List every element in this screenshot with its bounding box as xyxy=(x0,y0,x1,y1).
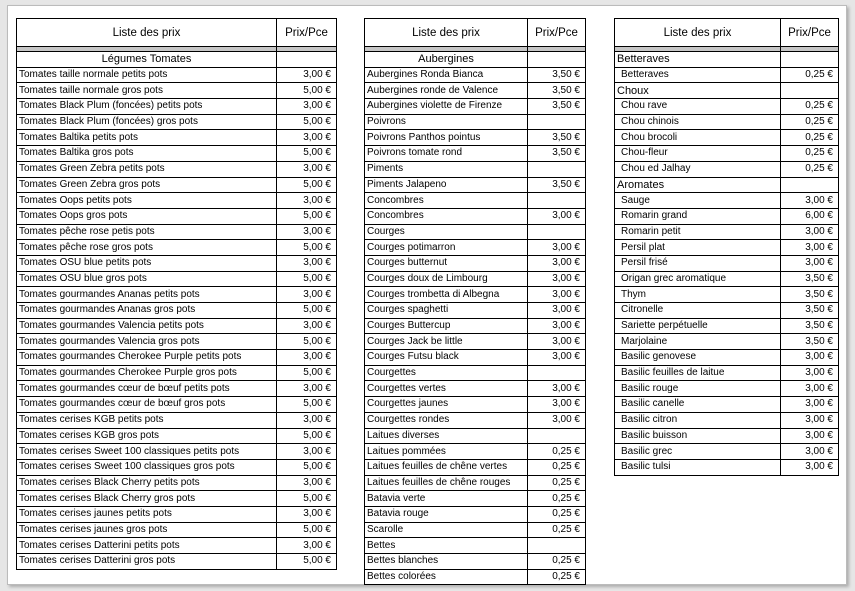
item-name: Persil plat xyxy=(615,240,781,256)
table-row xyxy=(17,99,337,115)
item-name: Poivrons tomate rond xyxy=(365,146,528,162)
table-row xyxy=(615,350,839,366)
section-title: Légumes Tomates xyxy=(17,52,277,68)
item-price: 3,00 € xyxy=(528,208,586,224)
category-row xyxy=(615,83,839,99)
table-row xyxy=(17,67,337,83)
table-row xyxy=(17,475,337,491)
item-price: 0,25 € xyxy=(781,161,839,177)
item-name: Basilic feuilles de laitue xyxy=(615,365,781,381)
item-price: 5,00 € xyxy=(277,240,337,256)
table-row xyxy=(17,303,337,319)
table-row xyxy=(615,130,839,146)
item-price: 5,00 € xyxy=(277,177,337,193)
item-price: 3,00 € xyxy=(528,350,586,366)
table-row xyxy=(17,240,337,256)
item-price: 3,00 € xyxy=(277,538,337,554)
item-name: Tomates Green Zebra gros pots xyxy=(17,177,277,193)
item-name: Laitues feuilles de chêne rouges xyxy=(365,475,528,491)
column-header-list: Liste des prix xyxy=(17,19,277,47)
table-row xyxy=(17,506,337,522)
table-row xyxy=(615,99,839,115)
item-name: Batavia verte xyxy=(365,491,528,507)
item-price: 3,00 € xyxy=(781,240,839,256)
table-row xyxy=(17,554,337,570)
item-name: Aubergines Ronda Bianca xyxy=(365,67,528,83)
table-row xyxy=(365,224,586,240)
item-name: Laitues diverses xyxy=(365,428,528,444)
item-name: Tomates cerises Black Cherry petits pots xyxy=(17,475,277,491)
table-row xyxy=(365,428,586,444)
item-name: Tomates cerises Sweet 100 classiques petits pots xyxy=(17,444,277,460)
item-name: Piments Jalapeno xyxy=(365,177,528,193)
item-price: 3,00 € xyxy=(528,412,586,428)
item-name: Tomates cerises jaunes petits pots xyxy=(17,506,277,522)
item-name: Origan grec aromatique xyxy=(615,271,781,287)
item-name: Romarin petit xyxy=(615,224,781,240)
item-price: 3,00 € xyxy=(277,224,337,240)
item-name: Tomates taille normale petits pots xyxy=(17,67,277,83)
item-name: Tomates cerises Sweet 100 classiques gros pots xyxy=(17,459,277,475)
item-price: 3,50 € xyxy=(528,130,586,146)
column-header-price: Prix/Pce xyxy=(528,19,586,47)
table-row xyxy=(615,67,839,83)
item-name: Tomates Baltika gros pots xyxy=(17,146,277,162)
item-price: 3,00 € xyxy=(277,130,337,146)
column-header-list: Liste des prix xyxy=(365,19,528,47)
table-row xyxy=(17,130,337,146)
table-row xyxy=(17,428,337,444)
item-name: Chou ed Jalhay xyxy=(615,161,781,177)
column-header-list: Liste des prix xyxy=(615,19,781,47)
item-price xyxy=(528,365,586,381)
item-name: Poivrons Panthos pointus xyxy=(365,130,528,146)
item-price: 3,00 € xyxy=(277,381,337,397)
header-row xyxy=(17,19,337,47)
table-row xyxy=(365,397,586,413)
item-price: 5,00 € xyxy=(277,397,337,413)
item-price xyxy=(528,193,586,209)
category-row xyxy=(615,177,839,193)
item-price: 3,50 € xyxy=(781,303,839,319)
item-price: 3,00 € xyxy=(528,318,586,334)
category-row xyxy=(615,52,839,68)
item-price: 0,25 € xyxy=(528,491,586,507)
table-row xyxy=(615,161,839,177)
item-price: 5,00 € xyxy=(277,271,337,287)
item-price: 3,00 € xyxy=(528,287,586,303)
item-name: Basilic citron xyxy=(615,412,781,428)
table-row xyxy=(17,271,337,287)
item-price: 5,00 € xyxy=(277,114,337,130)
item-name: Tomates gourmandes Valencia gros pots xyxy=(17,334,277,350)
table-row xyxy=(365,365,586,381)
category-name: Aromates xyxy=(615,177,781,193)
item-price: 0,25 € xyxy=(528,522,586,538)
item-price: 6,00 € xyxy=(781,208,839,224)
item-price: 5,00 € xyxy=(277,365,337,381)
table-tomates-body xyxy=(17,19,337,570)
item-price xyxy=(781,177,839,193)
column-header-price: Prix/Pce xyxy=(781,19,839,47)
item-name: Basilic grec xyxy=(615,444,781,460)
table-row xyxy=(615,271,839,287)
table-row xyxy=(365,491,586,507)
item-price: 3,50 € xyxy=(781,287,839,303)
table-row xyxy=(615,412,839,428)
item-name: Tomates gourmandes Cherokee Purple petits pots xyxy=(17,350,277,366)
table-row xyxy=(17,350,337,366)
item-name: Sariette perpétuelle xyxy=(615,318,781,334)
item-price: 3,00 € xyxy=(277,475,337,491)
table-row xyxy=(615,224,839,240)
table-row xyxy=(365,381,586,397)
item-name: Tomates Green Zebra petits pots xyxy=(17,161,277,177)
item-name: Piments xyxy=(365,161,528,177)
item-price: 0,25 € xyxy=(781,67,839,83)
item-name: Tomates cerises KGB petits pots xyxy=(17,412,277,428)
item-name: Aubergines ronde de Valence xyxy=(365,83,528,99)
table-row xyxy=(365,350,586,366)
table-row xyxy=(17,161,337,177)
item-name: Tomates pêche rose petis pots xyxy=(17,224,277,240)
item-price: 3,00 € xyxy=(781,444,839,460)
item-name: Courges butternut xyxy=(365,255,528,271)
table-row xyxy=(615,303,839,319)
item-name: Basilic canelle xyxy=(615,397,781,413)
table-row xyxy=(615,255,839,271)
item-price: 3,00 € xyxy=(277,287,337,303)
item-name: Poivrons xyxy=(365,114,528,130)
table-row xyxy=(615,318,839,334)
item-name: Romarin grand xyxy=(615,208,781,224)
item-price: 3,00 € xyxy=(528,381,586,397)
item-price: 3,00 € xyxy=(781,255,839,271)
item-price: 3,50 € xyxy=(781,318,839,334)
item-price: 3,00 € xyxy=(277,99,337,115)
item-name: Tomates gourmandes cœur de bœuf gros pots xyxy=(17,397,277,413)
table-row xyxy=(17,459,337,475)
item-name: Concombres xyxy=(365,208,528,224)
table-row xyxy=(365,554,586,570)
table-row xyxy=(365,287,586,303)
item-price: 5,00 € xyxy=(277,522,337,538)
table-row xyxy=(365,334,586,350)
item-name: Persil frisé xyxy=(615,255,781,271)
table-row xyxy=(365,522,586,538)
item-name: Aubergines violette de Firenze xyxy=(365,99,528,115)
item-price: 0,25 € xyxy=(528,444,586,460)
item-price: 3,00 € xyxy=(781,428,839,444)
item-price: 0,25 € xyxy=(528,475,586,491)
item-name: Tomates cerises Black Cherry gros pots xyxy=(17,491,277,507)
item-price: 3,00 € xyxy=(781,397,839,413)
table-betteraves-choux-aromates xyxy=(614,18,839,476)
table-row xyxy=(17,255,337,271)
table-row xyxy=(17,412,337,428)
table-row xyxy=(17,146,337,162)
table-row xyxy=(365,569,586,585)
table-row xyxy=(17,224,337,240)
table-row xyxy=(615,365,839,381)
item-price: 3,00 € xyxy=(781,381,839,397)
table-row xyxy=(365,114,586,130)
item-price: 0,25 € xyxy=(781,99,839,115)
item-price: 0,25 € xyxy=(781,146,839,162)
item-name: Courgettes rondes xyxy=(365,412,528,428)
item-price: 3,00 € xyxy=(277,255,337,271)
item-name: Tomates taille normale gros pots xyxy=(17,83,277,99)
item-price: 3,00 € xyxy=(781,224,839,240)
item-name: Courges spaghetti xyxy=(365,303,528,319)
item-price: 3,00 € xyxy=(277,67,337,83)
item-name: Courges potimarron xyxy=(365,240,528,256)
item-name: Courges Buttercup xyxy=(365,318,528,334)
table-row xyxy=(365,303,586,319)
table-row xyxy=(365,412,586,428)
item-price: 0,25 € xyxy=(528,459,586,475)
item-name: Tomates gourmandes Valencia petits pots xyxy=(17,318,277,334)
item-price: 3,00 € xyxy=(781,365,839,381)
table-row xyxy=(365,193,586,209)
item-price: 3,50 € xyxy=(528,177,586,193)
item-price: 3,00 € xyxy=(528,334,586,350)
item-price: 3,00 € xyxy=(781,459,839,475)
table-row xyxy=(365,161,586,177)
table-row xyxy=(365,459,586,475)
item-price: 5,00 € xyxy=(277,334,337,350)
item-price xyxy=(781,83,839,99)
table-tomates xyxy=(16,18,337,570)
item-price: 5,00 € xyxy=(277,554,337,570)
table-row xyxy=(365,255,586,271)
item-name: Concombres xyxy=(365,193,528,209)
table-row xyxy=(365,538,586,554)
item-name: Tomates gourmandes Ananas petits pots xyxy=(17,287,277,303)
table-row xyxy=(365,506,586,522)
item-price xyxy=(528,114,586,130)
table-row xyxy=(615,287,839,303)
item-price xyxy=(528,161,586,177)
table-row xyxy=(17,381,337,397)
item-price: 3,00 € xyxy=(781,350,839,366)
item-price: 3,00 € xyxy=(528,240,586,256)
table-row xyxy=(365,318,586,334)
item-name: Laitues pommées xyxy=(365,444,528,460)
item-name: Marjolaine xyxy=(615,334,781,350)
item-price: 3,00 € xyxy=(277,161,337,177)
item-name: Tomates cerises jaunes gros pots xyxy=(17,522,277,538)
table-row xyxy=(17,522,337,538)
item-name: Tomates Oops petits pots xyxy=(17,193,277,209)
table-row xyxy=(365,83,586,99)
item-price: 0,25 € xyxy=(528,569,586,585)
item-name: Tomates OSU blue gros pots xyxy=(17,271,277,287)
item-name: Tomates Baltika petits pots xyxy=(17,130,277,146)
item-name: Scarolle xyxy=(365,522,528,538)
item-name: Betteraves xyxy=(615,67,781,83)
item-name: Batavia rouge xyxy=(365,506,528,522)
table-row xyxy=(615,114,839,130)
table-row xyxy=(17,287,337,303)
table-row xyxy=(615,428,839,444)
item-price: 0,25 € xyxy=(781,130,839,146)
item-price: 3,00 € xyxy=(277,318,337,334)
item-price: 3,00 € xyxy=(528,303,586,319)
table-aubergines-body xyxy=(365,19,586,585)
item-price: 5,00 € xyxy=(277,491,337,507)
item-price: 0,25 € xyxy=(528,506,586,522)
header-row xyxy=(365,19,586,47)
table-row xyxy=(365,67,586,83)
item-price: 5,00 € xyxy=(277,208,337,224)
item-name: Tomates Black Plum (foncées) petits pots xyxy=(17,99,277,115)
title-row xyxy=(17,52,337,68)
item-price: 0,25 € xyxy=(781,114,839,130)
table-row xyxy=(615,444,839,460)
table-row xyxy=(365,271,586,287)
table-row xyxy=(17,491,337,507)
item-price xyxy=(528,224,586,240)
table-row xyxy=(365,444,586,460)
table-row xyxy=(17,208,337,224)
table-row xyxy=(365,130,586,146)
item-name: Tomates cerises Datterini gros pots xyxy=(17,554,277,570)
item-name: Chou brocoli xyxy=(615,130,781,146)
table-row xyxy=(365,177,586,193)
item-price: 3,50 € xyxy=(528,99,586,115)
item-name: Bettes blanches xyxy=(365,554,528,570)
item-name: Tomates pêche rose gros pots xyxy=(17,240,277,256)
table-row xyxy=(615,459,839,475)
table-row xyxy=(615,146,839,162)
table-row xyxy=(17,114,337,130)
table-row xyxy=(17,365,337,381)
table-row xyxy=(365,240,586,256)
item-name: Courges trombetta di Albegna xyxy=(365,287,528,303)
item-name: Chou rave xyxy=(615,99,781,115)
table-row xyxy=(615,381,839,397)
item-name: Courges Jack be little xyxy=(365,334,528,350)
item-price: 3,00 € xyxy=(528,271,586,287)
item-name: Tomates cerises KGB gros pots xyxy=(17,428,277,444)
item-price: 5,00 € xyxy=(277,83,337,99)
item-price: 3,00 € xyxy=(277,193,337,209)
item-price: 3,50 € xyxy=(781,271,839,287)
table-row xyxy=(615,240,839,256)
item-price: 3,00 € xyxy=(277,506,337,522)
table-row xyxy=(615,334,839,350)
item-name: Sauge xyxy=(615,193,781,209)
table-aubergines xyxy=(364,18,586,585)
item-name: Tomates OSU blue petits pots xyxy=(17,255,277,271)
item-price: 5,00 € xyxy=(277,459,337,475)
item-name: Courges Futsu black xyxy=(365,350,528,366)
item-price: 5,00 € xyxy=(277,303,337,319)
item-name: Basilic genovese xyxy=(615,350,781,366)
item-name: Courgettes vertes xyxy=(365,381,528,397)
item-price: 3,50 € xyxy=(528,146,586,162)
table-row xyxy=(17,83,337,99)
section-title: Aubergines xyxy=(365,52,528,68)
item-name: Chou-fleur xyxy=(615,146,781,162)
table-row xyxy=(615,208,839,224)
item-price: 3,50 € xyxy=(528,67,586,83)
item-name: Tomates gourmandes Ananas gros pots xyxy=(17,303,277,319)
title-row xyxy=(365,52,586,68)
item-price: 3,50 € xyxy=(781,334,839,350)
item-price: 3,00 € xyxy=(277,350,337,366)
item-price: 0,25 € xyxy=(528,554,586,570)
item-price xyxy=(528,538,586,554)
item-name: Basilic tulsi xyxy=(615,459,781,475)
item-name: Basilic rouge xyxy=(615,381,781,397)
item-name: Tomates gourmandes Cherokee Purple gros pots xyxy=(17,365,277,381)
item-name: Bettes xyxy=(365,538,528,554)
table-row xyxy=(17,538,337,554)
item-price xyxy=(781,52,839,68)
item-price: 3,00 € xyxy=(277,444,337,460)
item-name: Citronelle xyxy=(615,303,781,319)
item-name: Courgettes jaunes xyxy=(365,397,528,413)
item-price: 3,00 € xyxy=(781,412,839,428)
item-name: Chou chinois xyxy=(615,114,781,130)
item-name: Courges doux de Limbourg xyxy=(365,271,528,287)
category-name: Betteraves xyxy=(615,52,781,68)
item-price: 3,50 € xyxy=(528,83,586,99)
table-row xyxy=(17,318,337,334)
item-name: Tomates Black Plum (foncées) gros pots xyxy=(17,114,277,130)
item-price: 3,00 € xyxy=(781,193,839,209)
item-name: Courges xyxy=(365,224,528,240)
item-name: Tomates cerises Datterini petits pots xyxy=(17,538,277,554)
empty-price-cell xyxy=(277,52,337,68)
category-name: Choux xyxy=(615,83,781,99)
item-price: 3,00 € xyxy=(277,412,337,428)
table-row xyxy=(615,193,839,209)
item-price: 3,00 € xyxy=(528,397,586,413)
table-row xyxy=(17,193,337,209)
empty-price-cell xyxy=(528,52,586,68)
item-price: 5,00 € xyxy=(277,428,337,444)
item-price: 5,00 € xyxy=(277,146,337,162)
item-name: Courgettes xyxy=(365,365,528,381)
table-aromates-body xyxy=(615,19,839,476)
table-row xyxy=(615,397,839,413)
item-name: Laitues feuilles de chêne vertes xyxy=(365,459,528,475)
table-row xyxy=(17,444,337,460)
item-price: 3,00 € xyxy=(528,255,586,271)
table-row xyxy=(365,99,586,115)
item-name: Basilic buisson xyxy=(615,428,781,444)
table-row xyxy=(365,208,586,224)
item-name: Tomates gourmandes cœur de bœuf petits pots xyxy=(17,381,277,397)
header-row xyxy=(615,19,839,47)
item-name: Tomates Oops gros pots xyxy=(17,208,277,224)
table-row xyxy=(17,177,337,193)
column-header-price: Prix/Pce xyxy=(277,19,337,47)
table-row xyxy=(17,334,337,350)
table-row xyxy=(365,475,586,491)
item-price xyxy=(528,428,586,444)
table-row xyxy=(365,146,586,162)
item-name: Bettes colorées xyxy=(365,569,528,585)
table-row xyxy=(17,397,337,413)
item-name: Thym xyxy=(615,287,781,303)
